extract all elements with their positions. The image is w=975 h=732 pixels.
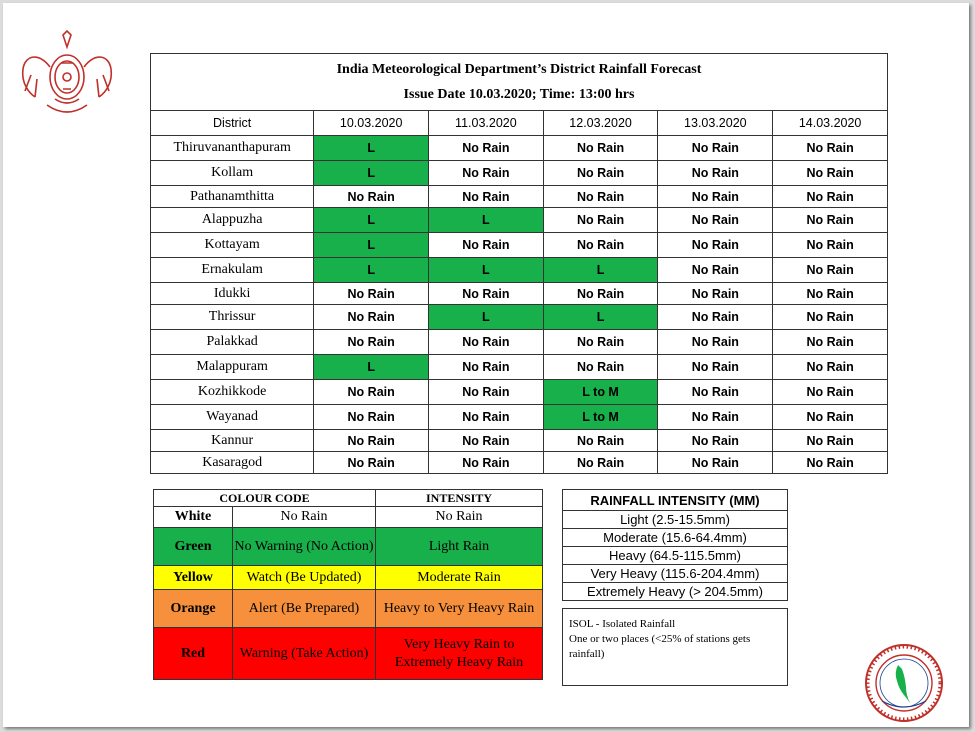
forecast-cell: No Rain bbox=[314, 283, 429, 305]
forecast-cell: L bbox=[314, 233, 429, 258]
forecast-cell: L bbox=[543, 305, 658, 330]
colour-row-red bbox=[154, 628, 543, 680]
forecast-cell: No Rain bbox=[658, 208, 773, 233]
column-header: 13.03.2020 bbox=[658, 111, 773, 136]
colour-row-white bbox=[154, 507, 543, 528]
forecast-cell: No Rain bbox=[314, 305, 429, 330]
forecast-cell: No Rain bbox=[314, 330, 429, 355]
colour-name: White bbox=[154, 507, 233, 528]
forecast-cell: No Rain bbox=[543, 430, 658, 452]
colour-name: Orange bbox=[154, 590, 233, 628]
column-header: 10.03.2020 bbox=[314, 111, 429, 136]
colour-warning: Warning (Take Action) bbox=[233, 628, 376, 680]
forecast-cell: No Rain bbox=[658, 452, 773, 474]
forecast-cell: No Rain bbox=[429, 330, 544, 355]
forecast-cell: L bbox=[429, 258, 544, 283]
district-name: Alappuzha bbox=[151, 208, 314, 233]
colour-name: Yellow bbox=[154, 566, 233, 590]
table-row bbox=[151, 136, 888, 161]
column-header: 14.03.2020 bbox=[773, 111, 888, 136]
forecast-cell: No Rain bbox=[658, 355, 773, 380]
district-name: Kasaragod bbox=[151, 452, 314, 474]
forecast-cell: No Rain bbox=[314, 380, 429, 405]
forecast-cell: L bbox=[314, 258, 429, 283]
district-name: Pathanamthitta bbox=[151, 186, 314, 208]
district-name: Kannur bbox=[151, 430, 314, 452]
forecast-cell: No Rain bbox=[658, 430, 773, 452]
table-row bbox=[151, 380, 888, 405]
district-name: Thrissur bbox=[151, 305, 314, 330]
forecast-cell: No Rain bbox=[543, 161, 658, 186]
forecast-cell: No Rain bbox=[429, 161, 544, 186]
intensity-item: Extremely Heavy (> 204.5mm) bbox=[563, 583, 788, 601]
colour-warning: Watch (Be Updated) bbox=[233, 566, 376, 590]
district-name: Kozhikkode bbox=[151, 380, 314, 405]
forecast-cell: No Rain bbox=[773, 430, 888, 452]
colour-warning: No Warning (No Action) bbox=[233, 528, 376, 566]
colour-intensity: Light Rain bbox=[376, 528, 543, 566]
table-row bbox=[151, 330, 888, 355]
forecast-cell: No Rain bbox=[658, 161, 773, 186]
forecast-title: India Meteorological Department’s District Rainfall Forecast bbox=[336, 62, 702, 77]
colour-intensity: Heavy to Very Heavy Rain bbox=[376, 590, 543, 628]
column-header-row bbox=[151, 111, 888, 136]
intensity-header: INTENSITY bbox=[376, 490, 543, 507]
colour-name: Green bbox=[154, 528, 233, 566]
issue-time: ; Time: 13:00 hrs bbox=[531, 87, 635, 102]
forecast-cell: No Rain bbox=[773, 233, 888, 258]
forecast-cell: No Rain bbox=[429, 355, 544, 380]
isol-line-2: One or two places (<25% of stations gets rainfall) bbox=[569, 633, 751, 660]
colour-warning: No Rain bbox=[233, 507, 376, 528]
district-name: Kollam bbox=[151, 161, 314, 186]
colour-warning: Alert (Be Prepared) bbox=[233, 590, 376, 628]
forecast-cell: No Rain bbox=[429, 136, 544, 161]
district-name: Idukki bbox=[151, 283, 314, 305]
forecast-cell: No Rain bbox=[429, 452, 544, 474]
district-name: Thiruvananthapuram bbox=[151, 136, 314, 161]
table-row bbox=[151, 233, 888, 258]
district-name: Ernakulam bbox=[151, 258, 314, 283]
colour-intensity: No Rain bbox=[376, 507, 543, 528]
district-name: Malappuram bbox=[151, 355, 314, 380]
forecast-cell: No Rain bbox=[543, 136, 658, 161]
forecast-cell: No Rain bbox=[773, 161, 888, 186]
forecast-cell: No Rain bbox=[773, 452, 888, 474]
forecast-cell: No Rain bbox=[658, 330, 773, 355]
forecast-cell: No Rain bbox=[658, 283, 773, 305]
table-row bbox=[151, 208, 888, 233]
forecast-table bbox=[150, 53, 888, 474]
forecast-cell: No Rain bbox=[658, 233, 773, 258]
forecast-cell: No Rain bbox=[543, 233, 658, 258]
column-header: 11.03.2020 bbox=[429, 111, 544, 136]
forecast-cell: No Rain bbox=[429, 405, 544, 430]
table-row bbox=[151, 355, 888, 380]
forecast-cell: No Rain bbox=[429, 430, 544, 452]
table-row bbox=[151, 258, 888, 283]
forecast-cell: No Rain bbox=[773, 283, 888, 305]
forecast-cell: No Rain bbox=[429, 380, 544, 405]
forecast-body bbox=[151, 136, 888, 474]
forecast-cell: No Rain bbox=[773, 305, 888, 330]
forecast-cell: No Rain bbox=[543, 208, 658, 233]
disaster-management-seal-icon bbox=[864, 643, 944, 723]
forecast-cell: L bbox=[429, 208, 544, 233]
colour-row-orange bbox=[154, 590, 543, 628]
colour-row-green bbox=[154, 528, 543, 566]
kerala-emblem-icon bbox=[17, 27, 117, 119]
forecast-cell: No Rain bbox=[658, 186, 773, 208]
colour-row-yellow bbox=[154, 566, 543, 590]
intensity-item: Moderate (15.6-64.4mm) bbox=[563, 529, 788, 547]
isol-note bbox=[562, 608, 788, 686]
table-row bbox=[151, 186, 888, 208]
colour-code-table bbox=[153, 489, 543, 680]
forecast-cell: No Rain bbox=[429, 186, 544, 208]
forecast-cell: No Rain bbox=[773, 186, 888, 208]
forecast-cell: L to M bbox=[543, 380, 658, 405]
forecast-cell: No Rain bbox=[773, 380, 888, 405]
forecast-cell: No Rain bbox=[543, 330, 658, 355]
colour-intensity: Moderate Rain bbox=[376, 566, 543, 590]
forecast-cell: L bbox=[314, 136, 429, 161]
colour-intensity: Very Heavy Rain to Extremely Heavy Rain bbox=[376, 628, 543, 680]
forecast-cell: No Rain bbox=[773, 208, 888, 233]
forecast-cell: No Rain bbox=[773, 355, 888, 380]
forecast-cell: L to M bbox=[543, 405, 658, 430]
forecast-cell: No Rain bbox=[543, 355, 658, 380]
forecast-cell: No Rain bbox=[314, 430, 429, 452]
isol-line-1: ISOL - Isolated Rainfall bbox=[569, 618, 676, 630]
rainfall-intensity-title: RAINFALL INTENSITY (MM) bbox=[563, 490, 788, 511]
table-row bbox=[151, 161, 888, 186]
table-row bbox=[151, 405, 888, 430]
forecast-cell: No Rain bbox=[314, 452, 429, 474]
intensity-item: Very Heavy (115.6-204.4mm) bbox=[563, 565, 788, 583]
forecast-cell: L bbox=[314, 355, 429, 380]
table-row bbox=[151, 452, 888, 474]
district-name: Palakkad bbox=[151, 330, 314, 355]
forecast-cell: No Rain bbox=[773, 258, 888, 283]
forecast-cell: No Rain bbox=[773, 405, 888, 430]
forecast-cell: No Rain bbox=[543, 283, 658, 305]
district-name: Kottayam bbox=[151, 233, 314, 258]
table-row bbox=[151, 430, 888, 452]
issue-label: Issue Date bbox=[403, 87, 469, 102]
table-row bbox=[151, 305, 888, 330]
forecast-cell: No Rain bbox=[429, 233, 544, 258]
forecast-cell: L bbox=[314, 208, 429, 233]
intensity-item: Light (2.5-15.5mm) bbox=[563, 511, 788, 529]
district-name: Wayanad bbox=[151, 405, 314, 430]
colour-name: Red bbox=[154, 628, 233, 680]
slide bbox=[3, 3, 969, 727]
forecast-cell: L bbox=[314, 161, 429, 186]
forecast-cell: No Rain bbox=[543, 452, 658, 474]
forecast-cell: No Rain bbox=[314, 186, 429, 208]
column-header: District bbox=[151, 111, 314, 136]
forecast-cell: No Rain bbox=[543, 186, 658, 208]
column-header: 12.03.2020 bbox=[543, 111, 658, 136]
intensity-item: Heavy (64.5-115.5mm) bbox=[563, 547, 788, 565]
issue-date: 10.03.2020 bbox=[468, 87, 532, 102]
forecast-cell: No Rain bbox=[658, 405, 773, 430]
rainfall-intensity-table bbox=[562, 489, 788, 601]
forecast-cell: No Rain bbox=[658, 380, 773, 405]
forecast-cell: No Rain bbox=[773, 330, 888, 355]
forecast-cell: No Rain bbox=[658, 136, 773, 161]
forecast-cell: No Rain bbox=[773, 136, 888, 161]
forecast-cell: L bbox=[543, 258, 658, 283]
forecast-cell: No Rain bbox=[658, 258, 773, 283]
forecast-cell: No Rain bbox=[314, 405, 429, 430]
forecast-cell: No Rain bbox=[658, 305, 773, 330]
forecast-cell: L bbox=[429, 305, 544, 330]
table-row bbox=[151, 283, 888, 305]
forecast-cell: No Rain bbox=[429, 283, 544, 305]
forecast-header bbox=[151, 54, 888, 111]
colour-code-header: COLOUR CODE bbox=[154, 490, 376, 507]
